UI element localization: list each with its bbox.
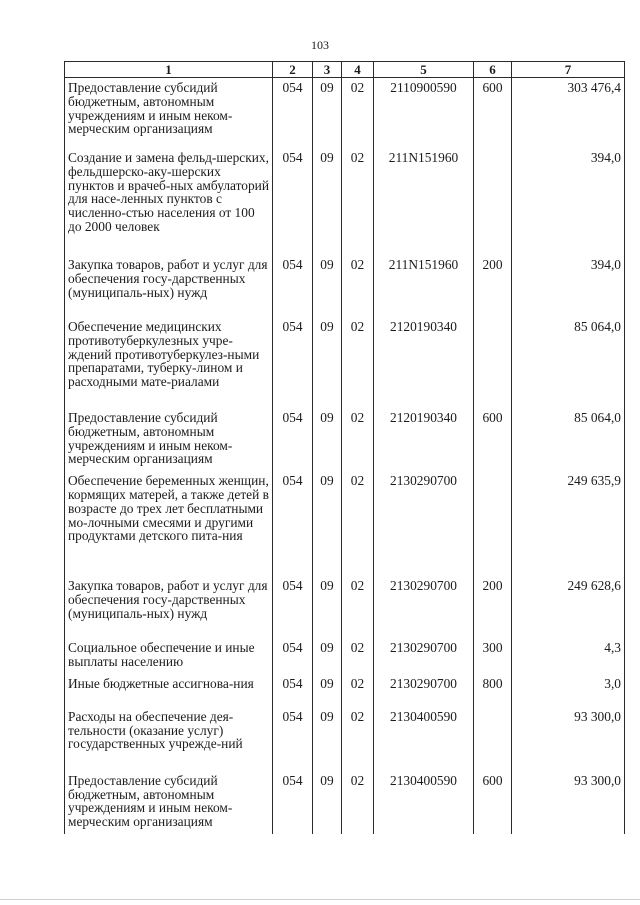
row-expense-type: 800 [474, 674, 512, 707]
row-expense-type: 600 [474, 771, 512, 834]
row-expense-type [474, 471, 512, 576]
row-target-article: 2130290700 [374, 638, 474, 674]
row-target-article: 2120190340 [374, 317, 474, 408]
table-row [65, 471, 625, 576]
row-code-3: 09 [313, 408, 342, 471]
row-code-4: 02 [342, 707, 374, 771]
row-target-article: 211N151960 [374, 255, 474, 317]
column-header: 3 [313, 62, 342, 78]
page-number: 103 [311, 38, 329, 52]
row-code-2: 054 [273, 408, 313, 471]
scan-edge-line [0, 899, 640, 900]
table-row [65, 317, 625, 408]
row-amount: 303 476,4 [512, 78, 625, 149]
table-row [65, 771, 625, 834]
budget-table [64, 61, 625, 834]
row-code-4: 02 [342, 78, 374, 149]
row-expense-type: 300 [474, 638, 512, 674]
row-code-3: 09 [313, 471, 342, 576]
column-header: 1 [65, 62, 273, 78]
row-amount: 85 064,0 [512, 317, 625, 408]
row-code-2: 054 [273, 317, 313, 408]
row-code-3: 09 [313, 317, 342, 408]
row-code-4: 02 [342, 471, 374, 576]
row-target-article: 2120190340 [374, 408, 474, 471]
row-code-2: 054 [273, 255, 313, 317]
row-expense-type: 600 [474, 408, 512, 471]
table-body [65, 78, 625, 834]
row-expense-type [474, 148, 512, 255]
row-amount: 3,0 [512, 674, 625, 707]
row-expense-type [474, 317, 512, 408]
row-code-4: 02 [342, 148, 374, 255]
table-row [65, 408, 625, 471]
row-code-4: 02 [342, 771, 374, 834]
table-header-row [65, 62, 625, 78]
column-header: 2 [273, 62, 313, 78]
row-code-4: 02 [342, 638, 374, 674]
row-code-3: 09 [313, 148, 342, 255]
row-code-4: 02 [342, 576, 374, 638]
row-code-3: 09 [313, 674, 342, 707]
row-description: Закупка товаров, работ и услуг для обеспечения госу-дарственных (муниципаль-ных) нужд [65, 576, 273, 638]
table-row [65, 576, 625, 638]
table-row [65, 707, 625, 771]
row-amount: 93 300,0 [512, 707, 625, 771]
row-code-2: 054 [273, 576, 313, 638]
column-header: 4 [342, 62, 374, 78]
row-code-3: 09 [313, 78, 342, 149]
row-description: Социальное обеспечение и иные выплаты населению [65, 638, 273, 674]
row-code-2: 054 [273, 707, 313, 771]
row-amount: 394,0 [512, 148, 625, 255]
row-amount: 4,3 [512, 638, 625, 674]
row-amount: 85 064,0 [512, 408, 625, 471]
column-header: 6 [474, 62, 512, 78]
row-code-3: 09 [313, 255, 342, 317]
row-description: Закупка товаров, работ и услуг для обеспечения госу-дарственных (муниципаль-ных) нужд [65, 255, 273, 317]
row-description: Создание и замена фельд-шерских, фельдшерско-аку-шерских пунктов и врачеб-ных амбулаторий для насе-ленных пунктов с численно-стью населения от 100 до 2000 человек [65, 148, 273, 255]
table-row [65, 638, 625, 674]
row-target-article: 2110900590 [374, 78, 474, 149]
row-code-2: 054 [273, 771, 313, 834]
row-target-article: 2130290700 [374, 576, 474, 638]
row-code-4: 02 [342, 317, 374, 408]
row-amount: 249 635,9 [512, 471, 625, 576]
row-code-4: 02 [342, 255, 374, 317]
table-row [65, 148, 625, 255]
table-row [65, 78, 625, 149]
column-header: 5 [374, 62, 474, 78]
row-code-2: 054 [273, 638, 313, 674]
row-description: Предоставление субсидий бюджетным, автономным учреждениям и иным неком-мерческим организациям [65, 408, 273, 471]
table-row [65, 255, 625, 317]
row-expense-type: 200 [474, 576, 512, 638]
row-code-2: 054 [273, 471, 313, 576]
row-code-3: 09 [313, 638, 342, 674]
row-target-article: 2130400590 [374, 707, 474, 771]
row-code-3: 09 [313, 576, 342, 638]
row-code-2: 054 [273, 78, 313, 149]
row-description: Обеспечение медицинских противотуберкулезных учре-ждений противотуберкулез-ными препаратами, туберку-лином и расходными мате-риалами [65, 317, 273, 408]
row-code-4: 02 [342, 408, 374, 471]
row-code-2: 054 [273, 148, 313, 255]
row-description: Предоставление субсидий бюджетным, автономным учреждениям и иным неком-мерческим организациям [65, 78, 273, 149]
row-amount: 394,0 [512, 255, 625, 317]
row-target-article: 2130400590 [374, 771, 474, 834]
row-code-3: 09 [313, 771, 342, 834]
table-row [65, 674, 625, 707]
row-target-article: 211N151960 [374, 148, 474, 255]
row-description: Расходы на обеспечение дея-тельности (оказание услуг) государственных учрежде-ний [65, 707, 273, 771]
row-description: Обеспечение беременных женщин, кормящих матерей, а также детей в возрасте до трех лет бесплатными мо-лочными смесями и другими продуктами детского пита-ния [65, 471, 273, 576]
row-expense-type: 200 [474, 255, 512, 317]
row-code-4: 02 [342, 674, 374, 707]
row-target-article: 2130290700 [374, 471, 474, 576]
row-amount: 93 300,0 [512, 771, 625, 834]
row-description: Предоставление субсидий бюджетным, автономным учреждениям и иным неком-мерческим организациям [65, 771, 273, 834]
row-expense-type: 600 [474, 78, 512, 149]
row-code-2: 054 [273, 674, 313, 707]
row-target-article: 2130290700 [374, 674, 474, 707]
row-description: Иные бюджетные ассигнова-ния [65, 674, 273, 707]
row-expense-type [474, 707, 512, 771]
column-header: 7 [512, 62, 625, 78]
row-amount: 249 628,6 [512, 576, 625, 638]
row-code-3: 09 [313, 707, 342, 771]
